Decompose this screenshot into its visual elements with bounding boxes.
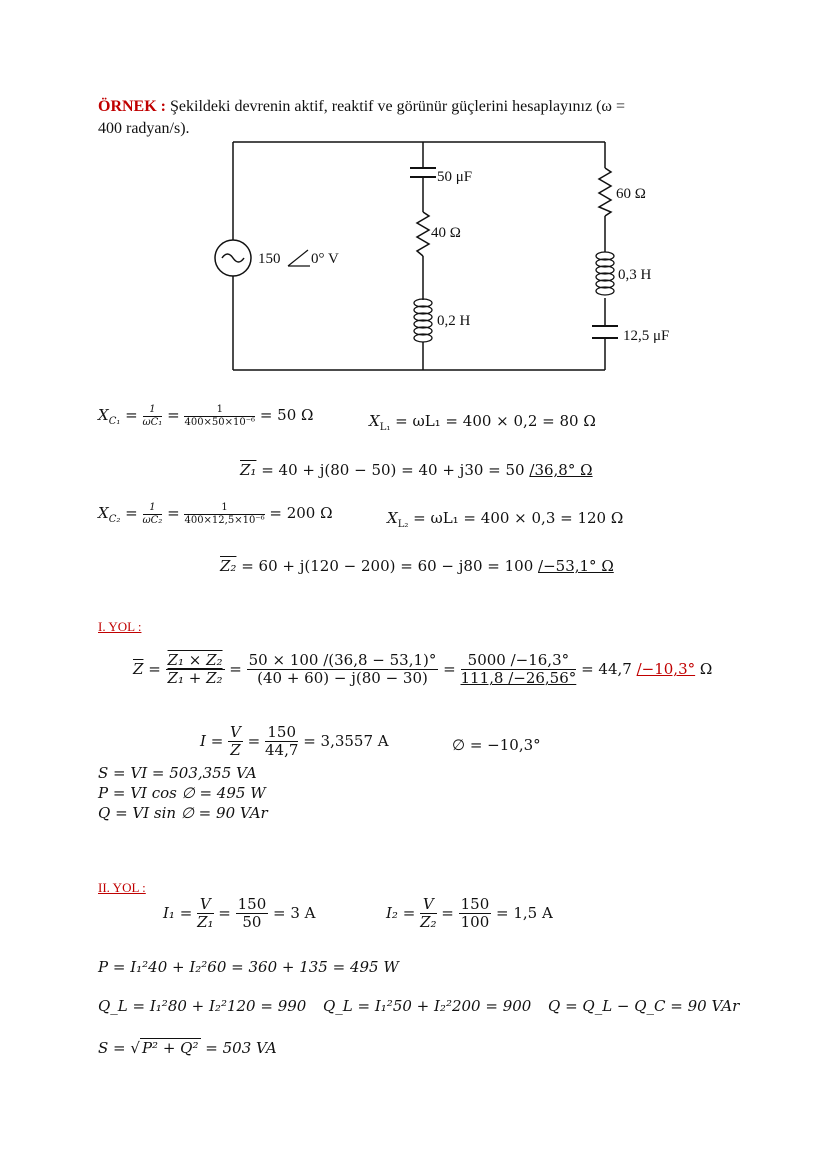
problem-text: Şekildeki devrenin aktif, reaktif ve görünür güçlerini hesaplayınız (ω =	[170, 98, 625, 115]
resistor-r2-symbol	[599, 168, 611, 216]
reactive-capacitive-power: Q_L = I₁²50 + I₂²200 = 900	[323, 997, 532, 1015]
angle-sign	[288, 250, 308, 266]
i1-equation: I₁ = $\frac{V}{\text{Z₁}}$ = $\frac{150}{50}$ = 3 A	[163, 895, 316, 932]
source-angle: 0° V	[311, 251, 339, 267]
reactive-power-2: Q = Q_L − Q_C = 90 VAr	[548, 997, 740, 1015]
active-power-1: P = VI cos ∅ = 495 W	[98, 784, 266, 802]
inductor-l2-symbol	[596, 252, 614, 295]
circuit-diagram	[0, 0, 828, 380]
z2-equation: Z₂ = 60 + j(120 − 200) = 60 − j80 = 100 /−53,1° Ω	[220, 557, 614, 575]
c2-label: 12,5 μF	[623, 328, 670, 344]
source-value: 150	[258, 251, 281, 267]
capacitor-c1-symbol	[410, 168, 436, 177]
xc1-equation: $X_{C_1}$ = $\frac{1}{\text{ωC₁}}$ = $\frac{1}{\text{400×50×10⁻⁶}}$ = 50 Ω	[98, 404, 314, 428]
xl1-equation: $X_{L_1} = \omega L_1 = 400 \times 0,2 = 80$ Ω	[369, 412, 596, 433]
example-label: ÖRNEK :	[98, 98, 166, 115]
z-total-equation: $\overline{Z}$ = $\frac{\text{Z₁ × Z₂}}{\text{Z₁ + Z₂}}$ = $\frac{50 \times 100 /(36,8 - 53,1)^\circ}{(40 + 60) - j(80 - 30)}$ = $\frac{5000 /-16,3^\circ}{111,8 /-26,56^\circ}$ = 44,7 /−10,3° Ω	[133, 651, 713, 688]
ac-source-symbol	[215, 240, 251, 276]
c1-label: 50 μF	[437, 169, 473, 185]
problem-text-line2: 400 radyan/s).	[98, 120, 190, 137]
xl2-equation: $X_{L_2} = \omega L_1 = 400 \times 0,3 = 120$ Ω	[387, 509, 624, 530]
l2-label: 0,3 H	[618, 267, 652, 283]
method-2-title: II. YOL :	[98, 880, 146, 895]
apparent-power-2: S = √ P² + Q² = 503 VA	[98, 1039, 277, 1057]
l1-label: 0,2 H	[437, 313, 471, 329]
current-equation: I = $\frac{V}{Z}$ = $\frac{150}{44,7}$ = 3,3557 A	[200, 723, 389, 760]
method-1-title: I. YOL :	[98, 619, 142, 634]
inductor-l1-symbol	[414, 299, 432, 342]
reactive-inductive-power: Q_L = I₁²80 + I₂²120 = 990	[98, 997, 307, 1015]
resistor-r1-symbol	[417, 212, 429, 256]
reactive-power-1: Q = VI sin ∅ = 90 VAr	[98, 804, 268, 822]
xc2-equation: $X_{C_2}$ = $\frac{1}{\text{ωC₂}}$ = $\frac{1}{\text{400×12,5×10⁻⁶}}$ = 200 Ω	[98, 502, 333, 526]
i2-equation: I₂ = $\frac{V}{\text{Z₂}}$ = $\frac{150}{100}$ = 1,5 A	[386, 895, 553, 932]
capacitor-c2-symbol	[592, 326, 618, 338]
r2-label: 60 Ω	[616, 186, 646, 202]
apparent-power-1: S = VI = 503,355 VA	[98, 764, 257, 782]
phase-angle: ∅ = −10,3°	[452, 736, 541, 754]
z1-equation: Z₁ = 40 + j(80 − 50) = 40 + j30 = 50 /36,8° Ω	[240, 461, 593, 479]
r1-label: 40 Ω	[431, 225, 461, 241]
active-power-2: P = I₁²40 + I₂²60 = 360 + 135 = 495 W	[98, 958, 399, 976]
